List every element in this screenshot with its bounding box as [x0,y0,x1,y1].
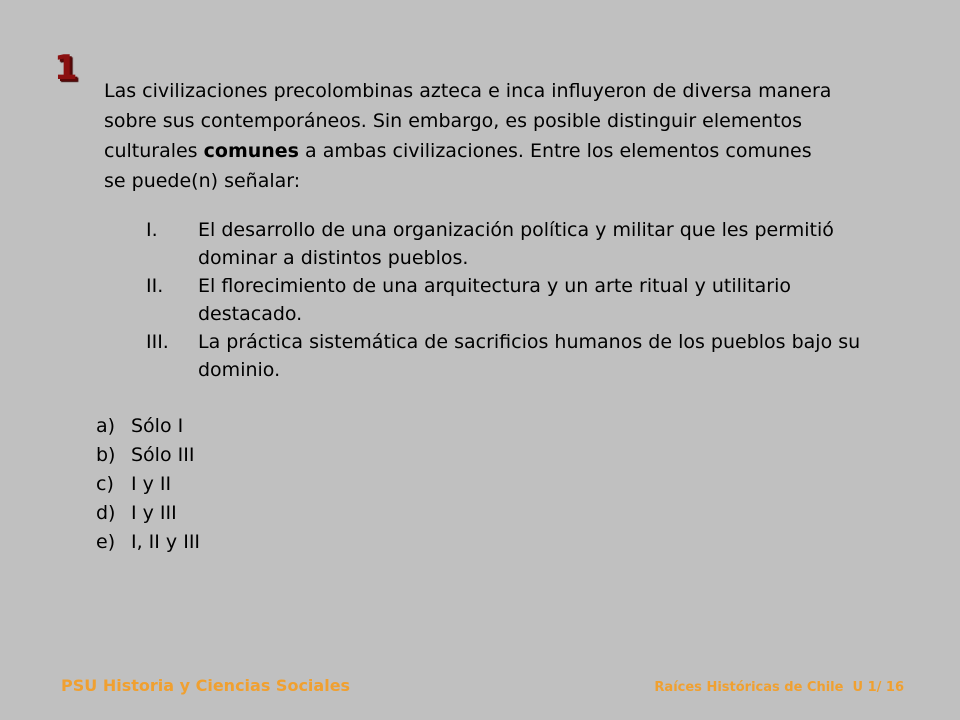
option-letter: c) [96,473,114,495]
statement-text: El florecimiento de una arquitectura y un arte ritual y utilitario destacado. [198,275,791,325]
answer-option-a[interactable] [96,412,200,441]
footer-course-title: PSU Historia y Ciencias Sociales [61,676,351,695]
answer-option-e[interactable] [96,528,200,557]
statement-number: I. [146,219,158,241]
question-intro [104,76,834,196]
option-letter: d) [96,502,116,524]
answer-options [96,412,200,557]
intro-bold-word: comunes [203,140,299,162]
option-letter: e) [96,531,116,553]
option-text: Sólo I [131,415,184,437]
statement-item [146,216,866,272]
question-number: 1 [54,48,78,88]
option-letter: b) [96,444,116,466]
statement-item [146,272,866,328]
intro-text-part1: Las civilizaciones precolombinas azteca e inca influyeron de diversa manera sobre sus contemporáneos. Sin embargo, es posible distinguir elementos culturales [104,80,832,162]
option-text: Sólo III [131,444,195,466]
statement-number: II. [146,275,164,297]
statement-text: La práctica sistemática de sacrificios humanos de los pueblos bajo su dominio. [198,331,861,381]
statement-text: El desarrollo de una organización política y militar que les permitió dominar a distintos pueblos. [198,219,834,269]
answer-option-d[interactable] [96,499,200,528]
statement-number: III. [146,331,169,353]
option-text: I y III [131,502,177,524]
answer-option-b[interactable] [96,441,200,470]
footer-unit-page: Raíces Históricas de Chile U 1/ 16 [654,680,904,695]
option-text: I y II [131,473,172,495]
option-letter: a) [96,415,116,437]
option-text: I, II y III [131,531,201,553]
statement-item [146,328,866,384]
statement-list [146,216,866,384]
answer-option-c[interactable] [96,470,200,499]
intro-text-part2: a ambas civilizaciones. Entre los elementos comunes se puede(n) señalar: [104,140,812,192]
